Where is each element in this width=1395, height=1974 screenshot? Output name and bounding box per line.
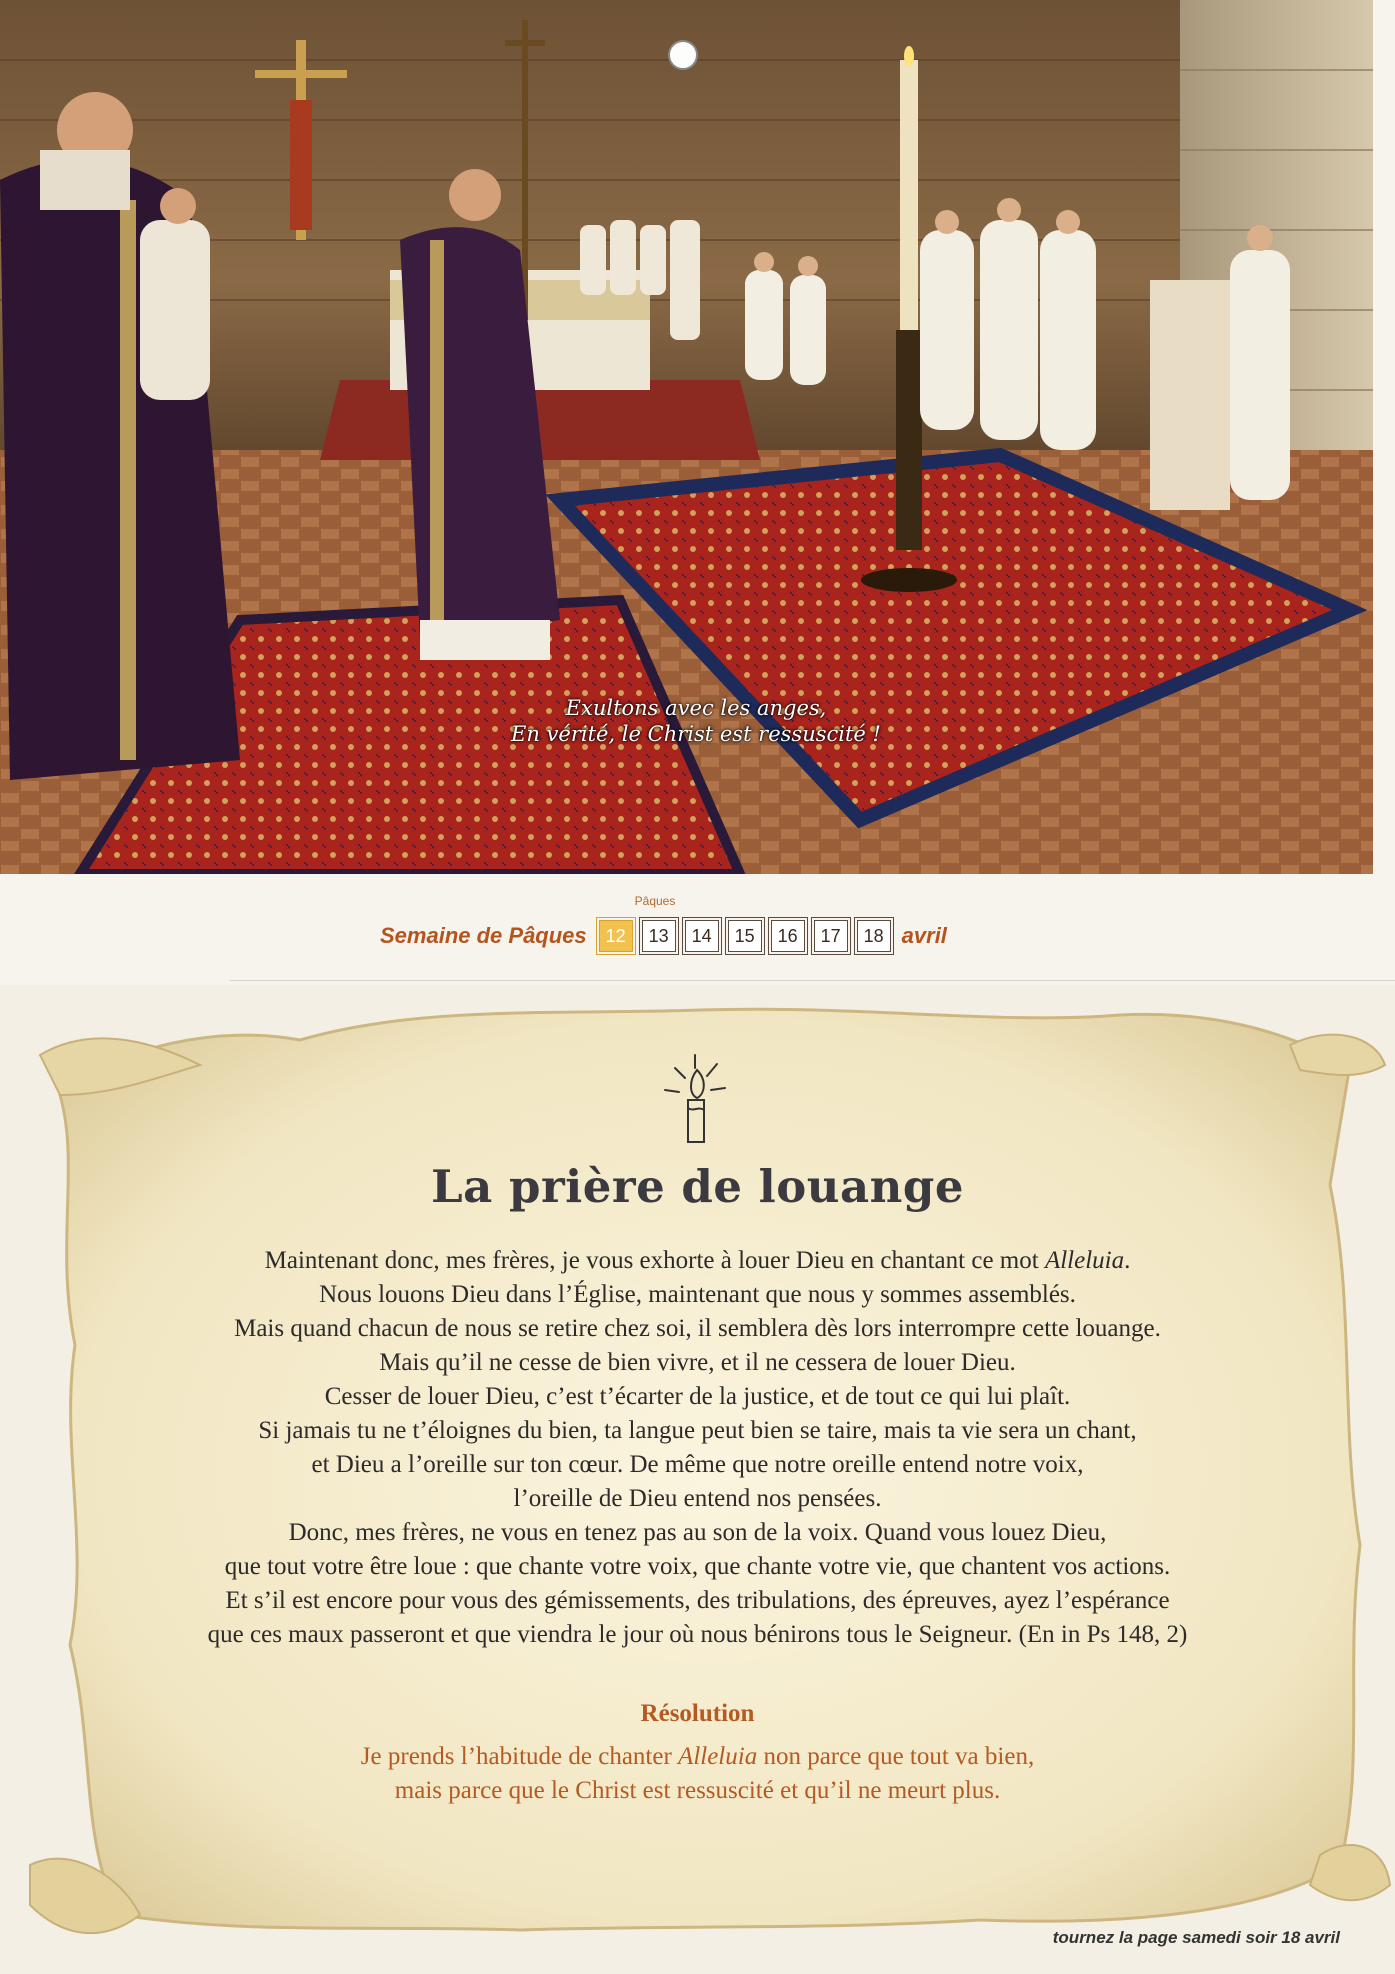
photo-caption — [496, 695, 896, 747]
text-line: Et s’il est encore pour vous des gémissements, des tribulations, des épreuves, ayez l’espérance — [225, 1587, 1170, 1614]
meditation-title: La prière de louange — [431, 1160, 964, 1213]
text-line: Mais quand chacun de nous se retire chez soi, il semblera dès lors interrompre cette louange. — [234, 1315, 1161, 1342]
divider — [230, 980, 1395, 981]
candle-icon — [655, 1050, 735, 1150]
text-line: Nous louons Dieu dans l’Église, maintenant que nous y sommes assemblés. — [319, 1281, 1076, 1308]
week-title: Semaine de Pâques — [380, 923, 587, 948]
day-box: 18 — [857, 920, 891, 952]
text-line: que tout votre être loue : que chante votre voix, que chante votre vie, que chantent vos actions. — [224, 1553, 1171, 1580]
resolution-text — [0, 1740, 1395, 1808]
photo-caption-line-1: Exultons avec les anges, — [565, 696, 827, 720]
footer-note: tournez la page samedi soir 18 avril — [1052, 1928, 1340, 1947]
text-line: l’oreille de Dieu entend nos pensées. — [513, 1485, 882, 1512]
day-box: 17 — [814, 920, 848, 952]
resolution-line: mais parce que le Christ est ressuscité et qu’il ne meurt plus. — [394, 1777, 1001, 1804]
text-line: et Dieu a l’oreille sur ton cœur. De même que notre oreille entend notre voix, — [311, 1451, 1084, 1478]
week-month: avril — [901, 923, 947, 948]
day-box: 14 — [685, 920, 719, 952]
church-photo — [0, 0, 1373, 874]
day-box: 16 — [771, 920, 805, 952]
binding-hole-top — [668, 40, 698, 70]
week-strip — [380, 916, 1020, 956]
resolution-line: Je prends l’habitude de chanter Alleluia non parce que tout va bien, — [360, 1743, 1035, 1770]
text-line: Donc, mes frères, ne vous en tenez pas au son de la voix. Quand vous louez Dieu, — [288, 1519, 1107, 1546]
text-line: Maintenant donc, mes frères, je vous exhorte à louer Dieu en chantant ce mot Alleluia. — [264, 1247, 1131, 1274]
meditation-text — [40, 1244, 1355, 1652]
day-box: 13 — [642, 920, 676, 952]
text-line: Cesser de louer Dieu, c’est t’écarter de la justice, et de tout ce qui lui plaît. — [324, 1383, 1071, 1410]
text-line: Si jamais tu ne t’éloignes du bien, ta langue peut bien se taire, mais ta vie sera un chant, — [258, 1417, 1137, 1444]
feast-label: Pâques — [634, 894, 676, 908]
day-box: 15 — [728, 920, 762, 952]
text-line: Mais qu’il ne cesse de bien vivre, et il ne cessera de louer Dieu. — [379, 1349, 1016, 1376]
text-line: que ces maux passeront et que viendra le jour où nous bénirons tous le Seigneur. (En in Ps 148, 2) — [207, 1621, 1188, 1648]
day-box-highlighted: 12 — [599, 920, 633, 952]
photo-caption-line-2: En vérité, le Christ est ressuscité ! — [511, 722, 881, 746]
resolution-heading: Résolution — [640, 1700, 755, 1727]
